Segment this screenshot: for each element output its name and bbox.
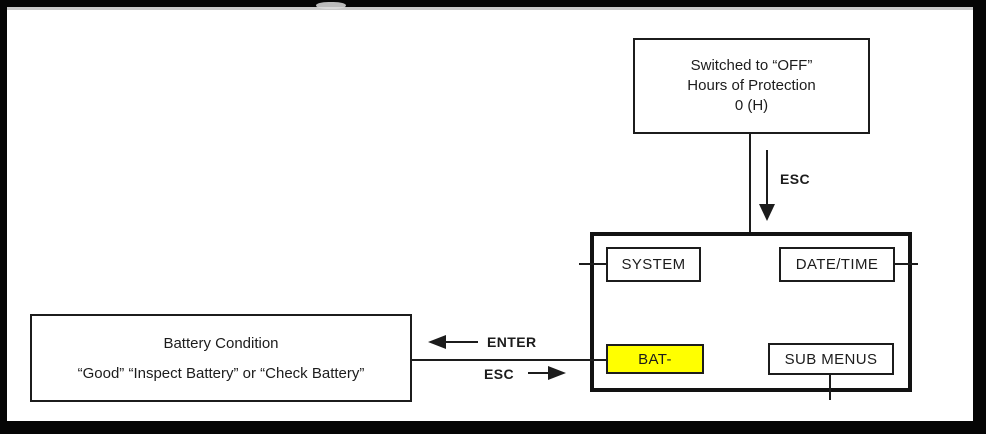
esc-right-arrow-shaft — [528, 372, 550, 374]
off-state-box — [633, 38, 870, 134]
menu-item-datetime — [779, 247, 895, 282]
battery-condition-title: Battery Condition — [163, 334, 279, 352]
tick-system-left — [579, 263, 607, 265]
tick-datetime-right — [893, 263, 918, 265]
menu-item-submenus — [768, 343, 894, 375]
menu-item-bat — [606, 344, 704, 374]
enter-arrow-shaft — [444, 341, 478, 343]
menu-item-system-label: SYSTEM — [621, 256, 686, 273]
esc-right-arrow-icon — [548, 366, 566, 380]
battery-condition-box — [30, 314, 412, 402]
off-state-line3: 0 (H) — [734, 97, 769, 114]
esc-down-arrow-shaft — [766, 150, 768, 206]
esc-side-label: ESC — [484, 366, 514, 382]
submenus-connector-line — [829, 374, 831, 400]
battery-condition-subtitle: “Good” “Inspect Battery” or “Check Battery” — [77, 364, 365, 382]
esc-down-arrow-icon — [759, 204, 775, 221]
menu-item-bat-label: BAT- — [638, 350, 672, 368]
menu-item-system — [606, 247, 701, 282]
connector-top-vertical — [749, 134, 751, 232]
off-state-line1: Switched to “OFF” — [690, 57, 813, 74]
esc-down-label: ESC — [780, 171, 810, 187]
frame-highlight — [316, 2, 346, 9]
connector-battery-horizontal — [411, 359, 608, 361]
off-state-line2: Hours of Protection — [687, 77, 816, 94]
menu-item-datetime-label: DATE/TIME — [795, 256, 879, 273]
menu-item-submenus-label: SUB MENUS — [784, 350, 878, 368]
enter-label: ENTER — [487, 334, 537, 350]
